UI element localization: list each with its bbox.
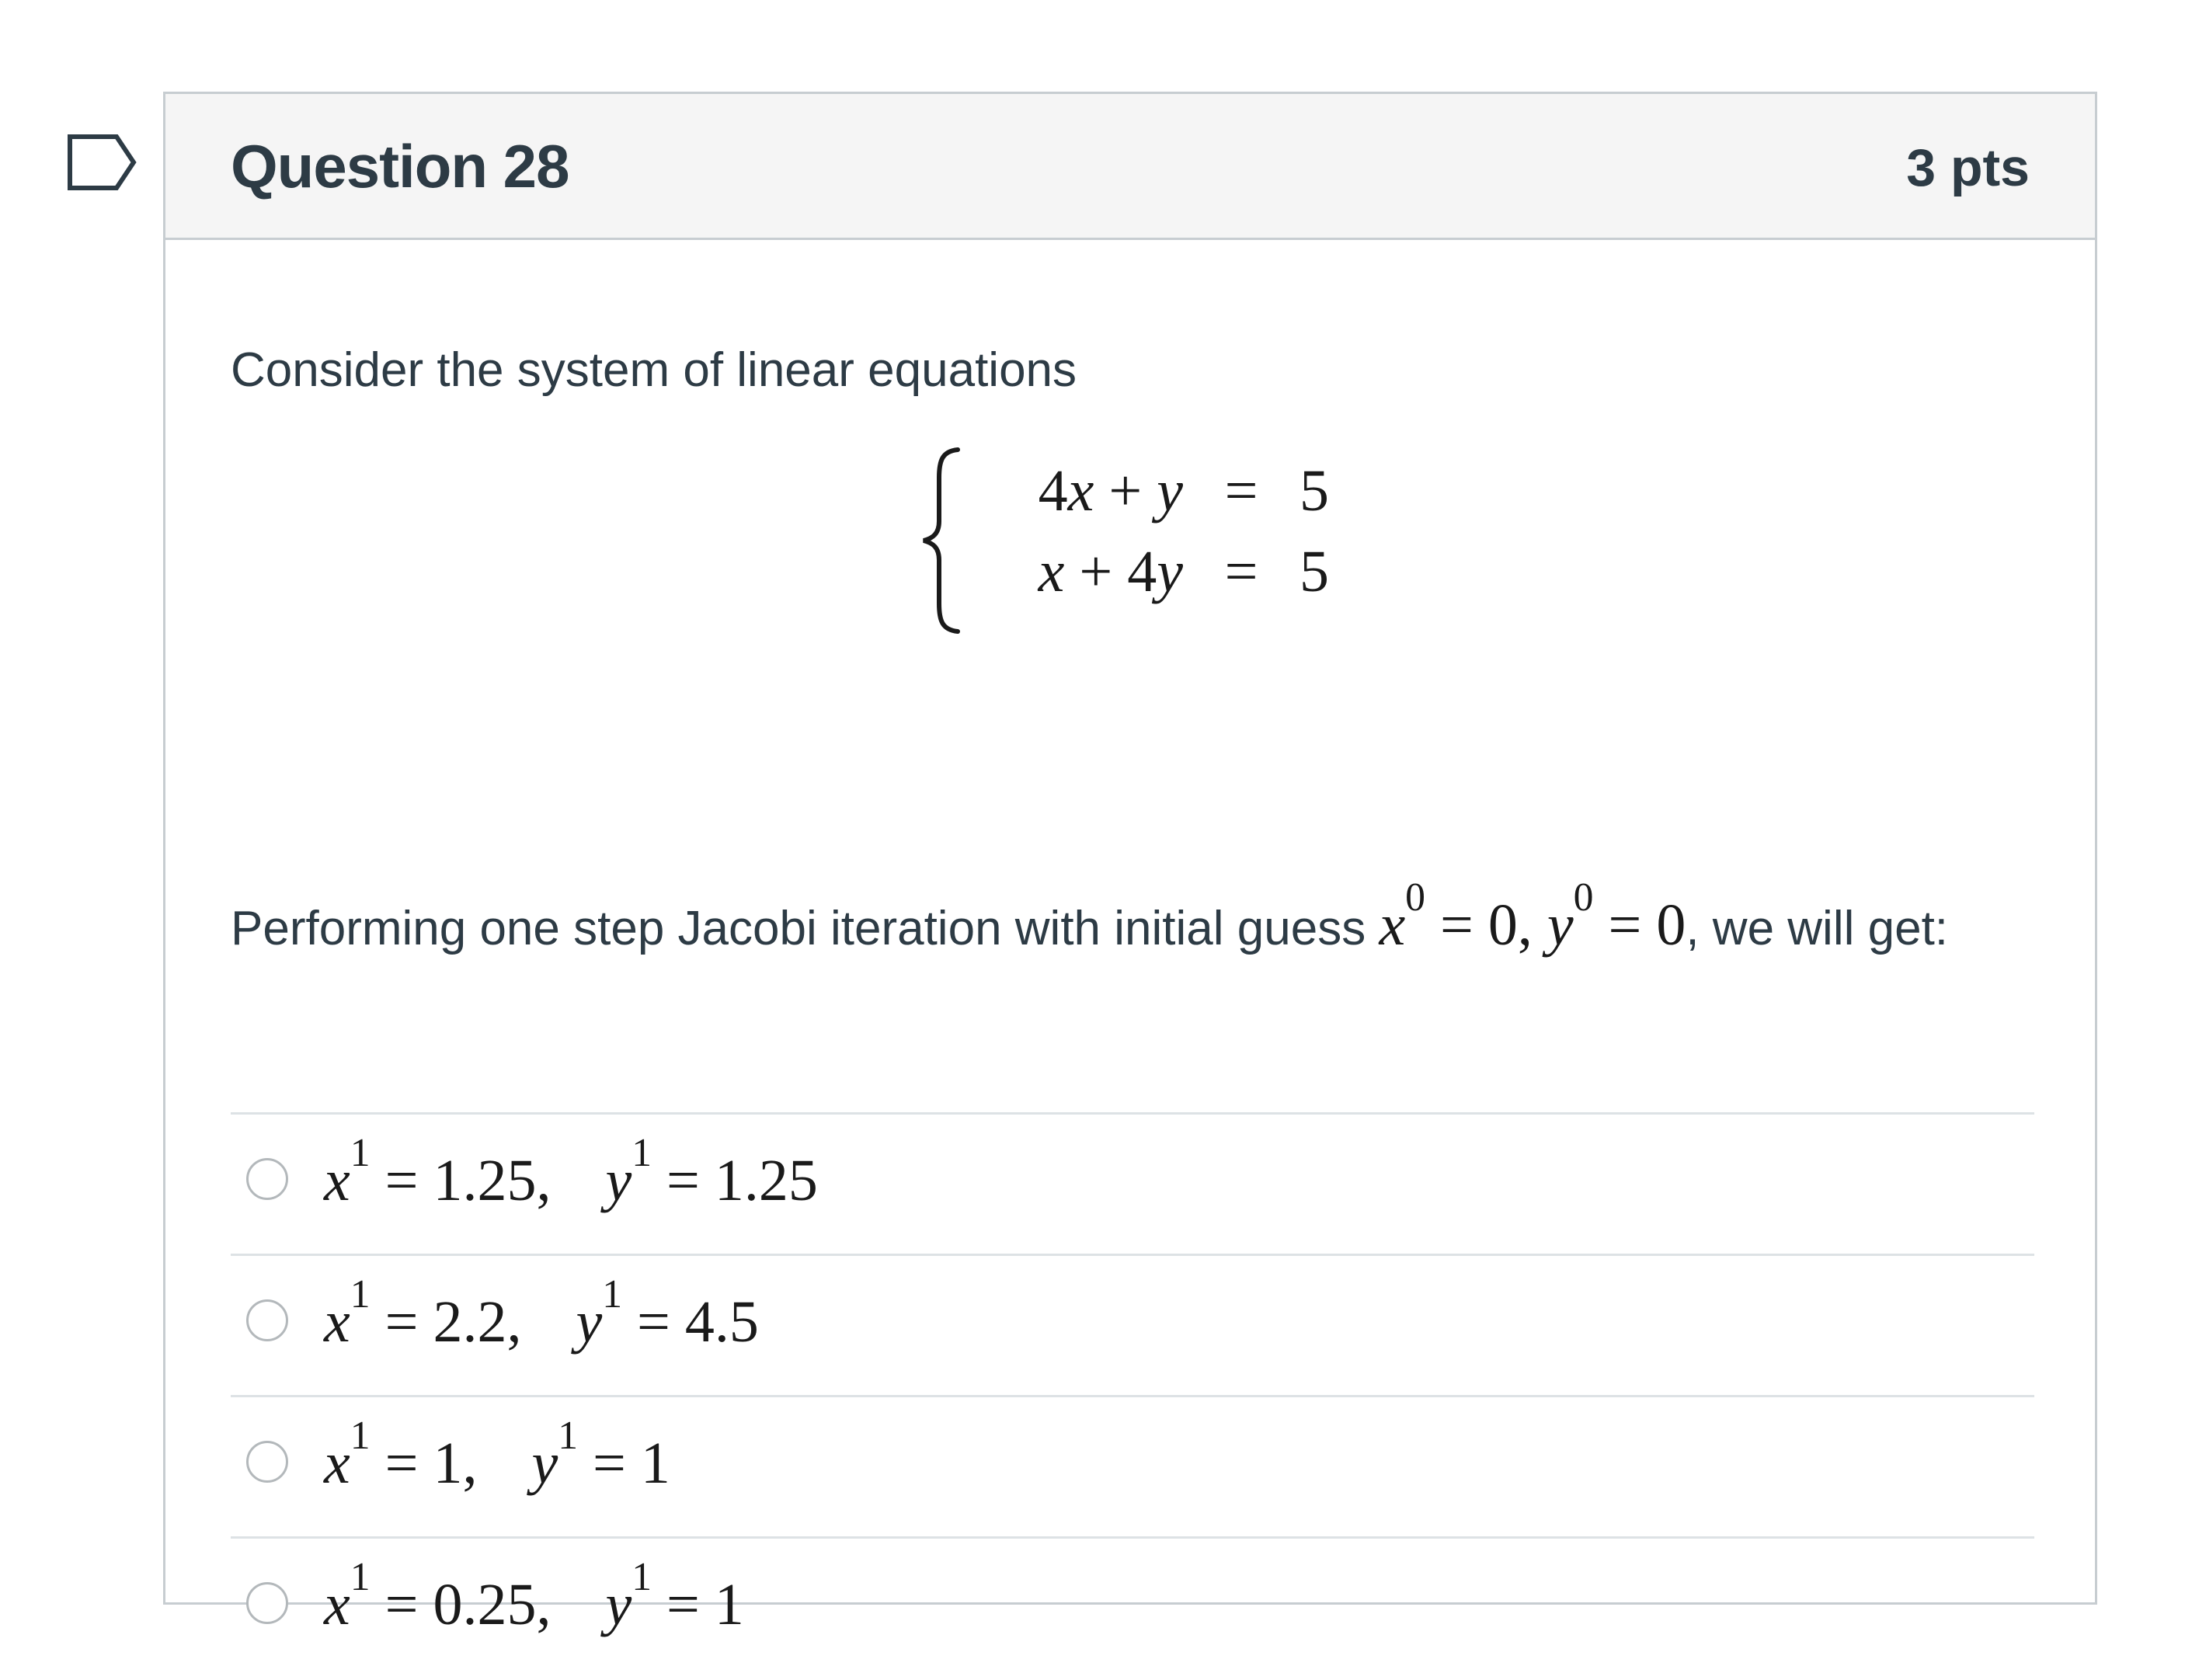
question-prompt: Performing one step Jacobi iteration with initial guess $x^0 = 0$, $y^0 = 0$, we will get:: [231, 875, 1949, 958]
question-intro: Consider the system of linear equations: [231, 343, 1077, 397]
question-points: 3 pts: [1906, 138, 2030, 197]
answer-label[interactable]: $x^1 = 1$, $y^1 = 1$: [324, 1414, 670, 1496]
question-header: [165, 94, 2095, 240]
answer-option-4[interactable]: [231, 1536, 2034, 1678]
radio-icon[interactable]: [246, 1158, 288, 1200]
initial-guess-math: $x^0 = 0$, $y^0 = 0$: [1379, 875, 1686, 958]
answer-label[interactable]: $x^1 = 0.25$, $y^1 = 1$: [324, 1555, 744, 1637]
question-card: [163, 92, 2097, 1637]
equation-row-2: x + 4y = 5: [1038, 539, 1329, 604]
equation-row-1: 4x + y = 5: [1038, 458, 1329, 523]
answer-list: [231, 1112, 2034, 1678]
question-title: Question 28: [231, 132, 569, 200]
equation-system: [919, 443, 1369, 638]
flag-question-icon[interactable]: [67, 134, 137, 191]
radio-icon[interactable]: [246, 1299, 288, 1341]
answer-option-2[interactable]: [231, 1254, 2034, 1395]
radio-icon[interactable]: [246, 1441, 288, 1483]
answer-option-3[interactable]: [231, 1395, 2034, 1536]
answer-label[interactable]: $x^1 = 2.2$, $y^1 = 4.5$: [324, 1272, 759, 1355]
answer-option-1[interactable]: [231, 1112, 2034, 1254]
radio-icon[interactable]: [246, 1582, 288, 1624]
answer-label[interactable]: $x^1 = 1.25$, $y^1 = 1.25$: [324, 1131, 818, 1213]
left-brace: [919, 443, 966, 638]
